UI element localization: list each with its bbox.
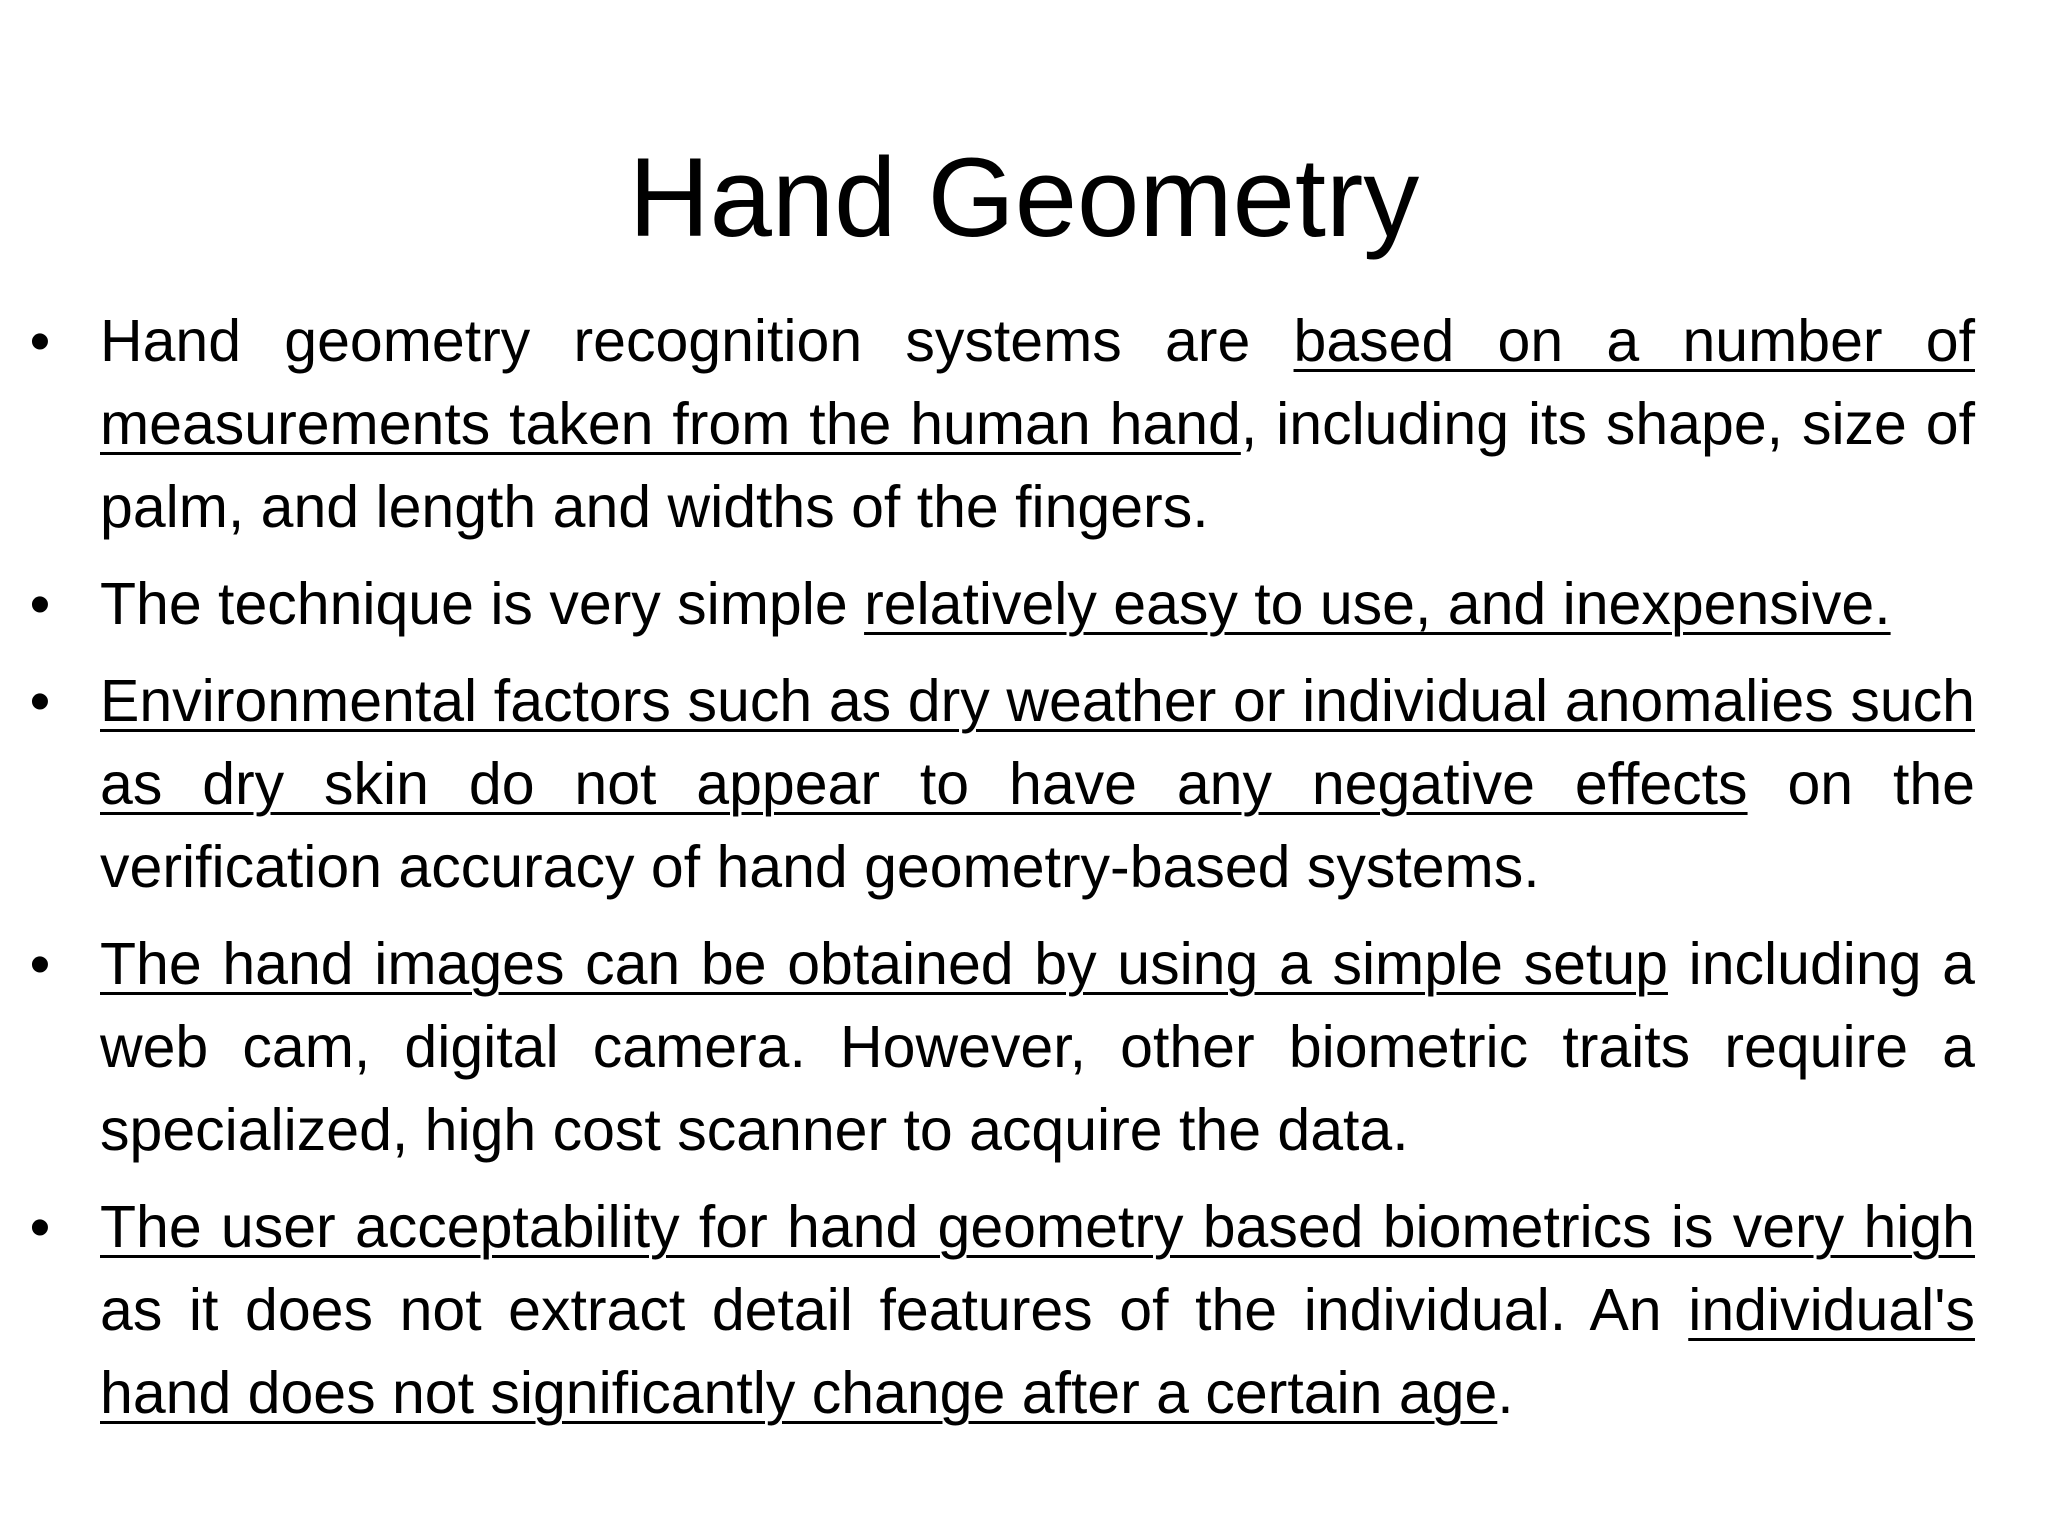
bullet-text-underlined: individual's hand does not significantly change after a certain age bbox=[100, 1277, 1975, 1426]
bullet-icon: • bbox=[29, 668, 51, 734]
bullet-item bbox=[20, 923, 1975, 1172]
bullet-text: . bbox=[1497, 1360, 1514, 1426]
bullet-list bbox=[20, 300, 1975, 1449]
bullet-icon: • bbox=[29, 571, 51, 637]
bullet-text: including a web cam, digital camera. However, other biometric traits require a specialized, high cost scanner to acquire the data. bbox=[100, 931, 1975, 1163]
bullet-icon: • bbox=[29, 308, 51, 374]
bullet-text: on the verification accuracy of hand geometry-based systems. bbox=[100, 751, 1975, 900]
bullet-item bbox=[20, 300, 1975, 549]
bullet-text-underlined: based on a number of measurements taken from the human hand bbox=[100, 308, 1975, 457]
bullet-text-underlined: Environmental factors such as dry weather or individual anomalies such as dry skin do not appear to have any negative effects bbox=[100, 668, 1975, 817]
bullet-text: , including its shape, size of palm, and length and widths of the fingers. bbox=[100, 391, 1975, 540]
bullet-item bbox=[20, 563, 1975, 646]
bullet-text: as it does not extract detail features of the individual. An bbox=[100, 1277, 1689, 1343]
slide-title: Hand Geometry bbox=[628, 135, 1420, 260]
bullet-icon: • bbox=[29, 931, 51, 997]
bullet-text-underlined: relatively easy to use, and inexpensive. bbox=[864, 571, 1891, 637]
bullet-item bbox=[20, 1186, 1975, 1435]
bullet-item bbox=[20, 660, 1975, 909]
bullet-icon: • bbox=[29, 1194, 51, 1260]
bullet-text-underlined: The user acceptability for hand geometry based biometrics is very high bbox=[100, 1194, 1975, 1260]
bullet-text: Hand geometry recognition systems are bbox=[100, 308, 1294, 374]
bullet-text: The technique is very simple bbox=[100, 571, 865, 637]
bullet-text-underlined: The hand images can be obtained by using a simple setup bbox=[100, 931, 1668, 997]
